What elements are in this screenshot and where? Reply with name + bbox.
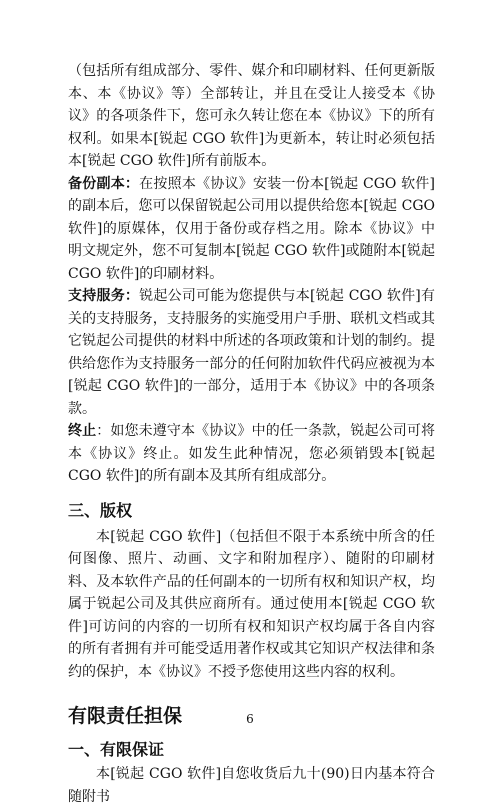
support-text: 锐起公司可能为您提供与本[锐起 CGO 软件]有关的支持服务，支持服务的实施受用户手册、联机文档或其它锐起公司提供的材料中所述的各项政策和计划的制约。提供给您作为支持服务一部分的任何附加软件代码应被视为本[锐起 CGO 软件]的一部分，适用于本《协议》中的各项条款。	[68, 288, 436, 417]
termination-text: ：如您未遵守本《协议》中的任一条款，锐起公司可将本《协议》终止。如发生此种情况，您必须销毁本[锐起 CGO 软件]的所有副本及其所有组成部分。	[68, 423, 436, 484]
limited-warranty-subheading: 一、有限保证	[68, 740, 165, 759]
backup-text: 在按照本《协议》安装一份本[锐起 CGO 软件]的副本后，您可以保留锐起公司用以提供给您本[锐起 CGO 软件]的原媒体，仅用于备份或存档之用。除本《协议》中明文规定外，您不可复制本[锐起 CGO 软件]或随附本[锐起 CGO 软件]的印刷材料。	[68, 175, 436, 282]
copyright-paragraph: 本[锐起 CGO 软件]（包括但不限于本系统中所含的任何图像、照片、动画、文字和附加程序）、随附的印刷材料、及本软件产品的任何副本的一切所有权和知识产权，均属于锐起公司及其供应商所有。通过使用本[锐起 CGO 软件]可访问的内容的一切所有权和知识产权均属于各自内容的所有者拥有并可能受适用著作权或其它知识产权法律和条约的保护，本《协议》不授予您使用这些内容的权利。	[68, 528, 435, 680]
termination-label: 终止	[68, 423, 97, 439]
termination-paragraph	[68, 420, 435, 488]
backup-label: 备份副本：	[68, 175, 140, 192]
page-number: 6	[246, 712, 254, 726]
copyright-heading: 三、版权	[68, 500, 133, 520]
document-body	[68, 60, 435, 808]
backup-paragraph	[68, 173, 435, 286]
intro-paragraph: （包括所有组成部分、零件、媒介和印刷材料、任何更新版本、本《协议》等）全部转让，并且在受让人接受本《协议》的各项条件下，您可永久转让您在本《协议》下的所有权利。如果本[锐起 CGO 软件]为更新本，转让时必须包括本[锐起 CGO 软件]所有前版本。	[68, 63, 435, 169]
warranty-heading: 有限责任担保	[68, 705, 183, 727]
support-label: 支持服务：	[68, 288, 140, 304]
support-paragraph	[68, 285, 435, 420]
warranty-paragraph: 本[锐起 CGO 软件]自您收货后九十(90)日内基本符合随附书	[68, 766, 435, 805]
